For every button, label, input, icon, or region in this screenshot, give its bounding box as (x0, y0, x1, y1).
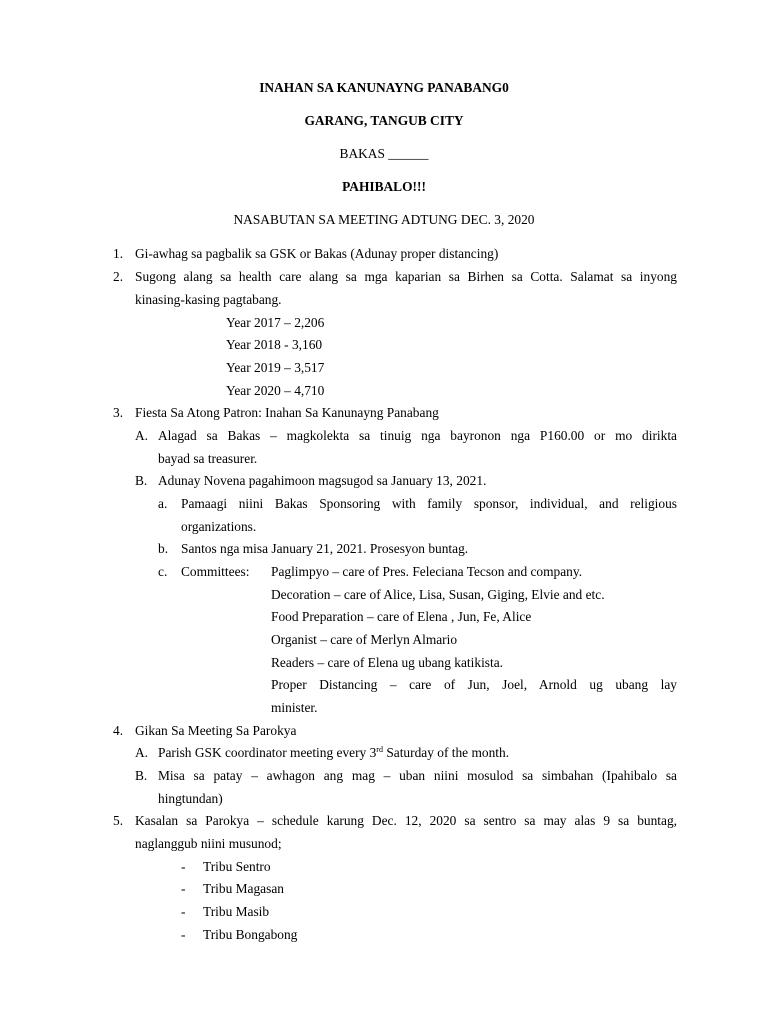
tribe-item: Tribu Magasan (203, 881, 284, 896)
tribe-item: Tribu Sentro (203, 859, 271, 874)
item-4B-letter: B. (135, 768, 148, 783)
bullet-dash: - (181, 881, 186, 896)
doc-title: INAHAN SA KANUNAYNG PANABANG0 (259, 80, 509, 95)
item-3-text: Fiesta Sa Atong Patron: Inahan Sa Kanunayng Panabang (135, 405, 439, 420)
item-3B-letter: B. (135, 473, 148, 488)
item-3B-text: Adunay Novena pagahimoon magsugod sa January 13, 2021. (158, 473, 487, 488)
item-4A-letter: A. (135, 745, 149, 760)
item-2-number: 2. (113, 269, 124, 284)
ordinal-suffix: rd (376, 745, 383, 754)
doc-location: GARANG, TANGUB CITY (304, 113, 464, 128)
item-1-number: 1. (113, 246, 124, 261)
notice-heading: PAHIBALO!!! (342, 179, 426, 194)
committees-label: Committees: (181, 564, 250, 579)
item-3A-letter: A. (135, 428, 149, 443)
item-5-line-2: naglanggub niini musunod; (135, 836, 282, 851)
item-3-number: 3. (113, 405, 124, 420)
bullet-dash: - (181, 927, 186, 942)
item-2-line-2: kinasing-kasing pagtabang. (135, 292, 282, 307)
item-3A-line-2: bayad sa treasurer. (158, 451, 258, 466)
item-4B-line-2: hingtundan) (158, 791, 223, 806)
item-3Ba-letter: a. (158, 496, 168, 511)
item-2-line-1: Sugong alang sa health care alang sa mga kaparian sa Birhen sa Cotta. Salamat sa inyong (135, 269, 677, 284)
tribe-item: Tribu Masib (203, 904, 270, 919)
item-1-text: Gi-awhag sa pagbalik sa GSK or Bakas (Adunay proper distancing) (135, 246, 499, 261)
committee-entry: Organist – care of Merlyn Almario (271, 632, 458, 647)
item-4A-text-pre: Parish GSK coordinator meeting every 3 (158, 745, 377, 760)
committee-entry: Paglimpyo – care of Pres. Feleciana Tecson and company. (271, 564, 583, 579)
committee-entry: Readers – care of Elena ug ubang katikista. (271, 655, 504, 670)
tribe-item: Tribu Bongabong (203, 927, 298, 942)
bullet-dash: - (181, 904, 186, 919)
item-3Ba-line-2: organizations. (181, 519, 257, 534)
year-entry: Year 2020 – 4,710 (226, 383, 325, 398)
item-5-number: 5. (113, 813, 124, 828)
year-entry: Year 2018 - 3,160 (226, 337, 323, 352)
item-3Bb-text: Santos nga misa January 21, 2021. Prosesyon buntag. (181, 541, 469, 556)
item-5-line-1: Kasalan sa Parokya – schedule karung Dec. 12, 2020 sa sentro sa may alas 9 sa buntag, (135, 813, 677, 828)
committee-entry: Decoration – care of Alice, Lisa, Susan, Giging, Elvie and etc. (271, 587, 605, 602)
committee-entry-last-line-2: minister. (271, 700, 318, 715)
bakas-line: BAKAS ______ (339, 146, 429, 161)
item-3Bc-letter: c. (158, 564, 168, 579)
bullet-dash: - (181, 859, 186, 874)
item-3Ba-line-1: Pamaagi niini Bakas Sponsoring with family sponsor, individual, and religious (181, 496, 677, 511)
item-4A-text (158, 744, 509, 762)
item-4-number: 4. (113, 723, 124, 738)
item-4-text: Gikan Sa Meeting Sa Parokya (135, 723, 297, 738)
item-4A-text-post: Saturday of the month. (382, 745, 510, 760)
item-3Bb-letter: b. (158, 541, 169, 556)
year-entry: Year 2019 – 3,517 (226, 360, 325, 375)
year-entry: Year 2017 – 2,206 (226, 315, 325, 330)
item-3A-line-1: Alagad sa Bakas – magkolekta sa tinuig nga bayronon nga P160.00 or mo dirikta (158, 428, 677, 443)
committee-entry: Food Preparation – care of Elena , Jun, Fe, Alice (271, 609, 532, 624)
meeting-heading: NASABUTAN SA MEETING ADTUNG DEC. 3, 2020 (233, 212, 535, 227)
committee-entry-last-line-1: Proper Distancing – care of Jun, Joel, Arnold ug ubang lay (271, 677, 677, 692)
item-4B-line-1: Misa sa patay – awhagon ang mag – uban niini mosulod sa simbahan (Ipahibalo sa (158, 768, 677, 783)
